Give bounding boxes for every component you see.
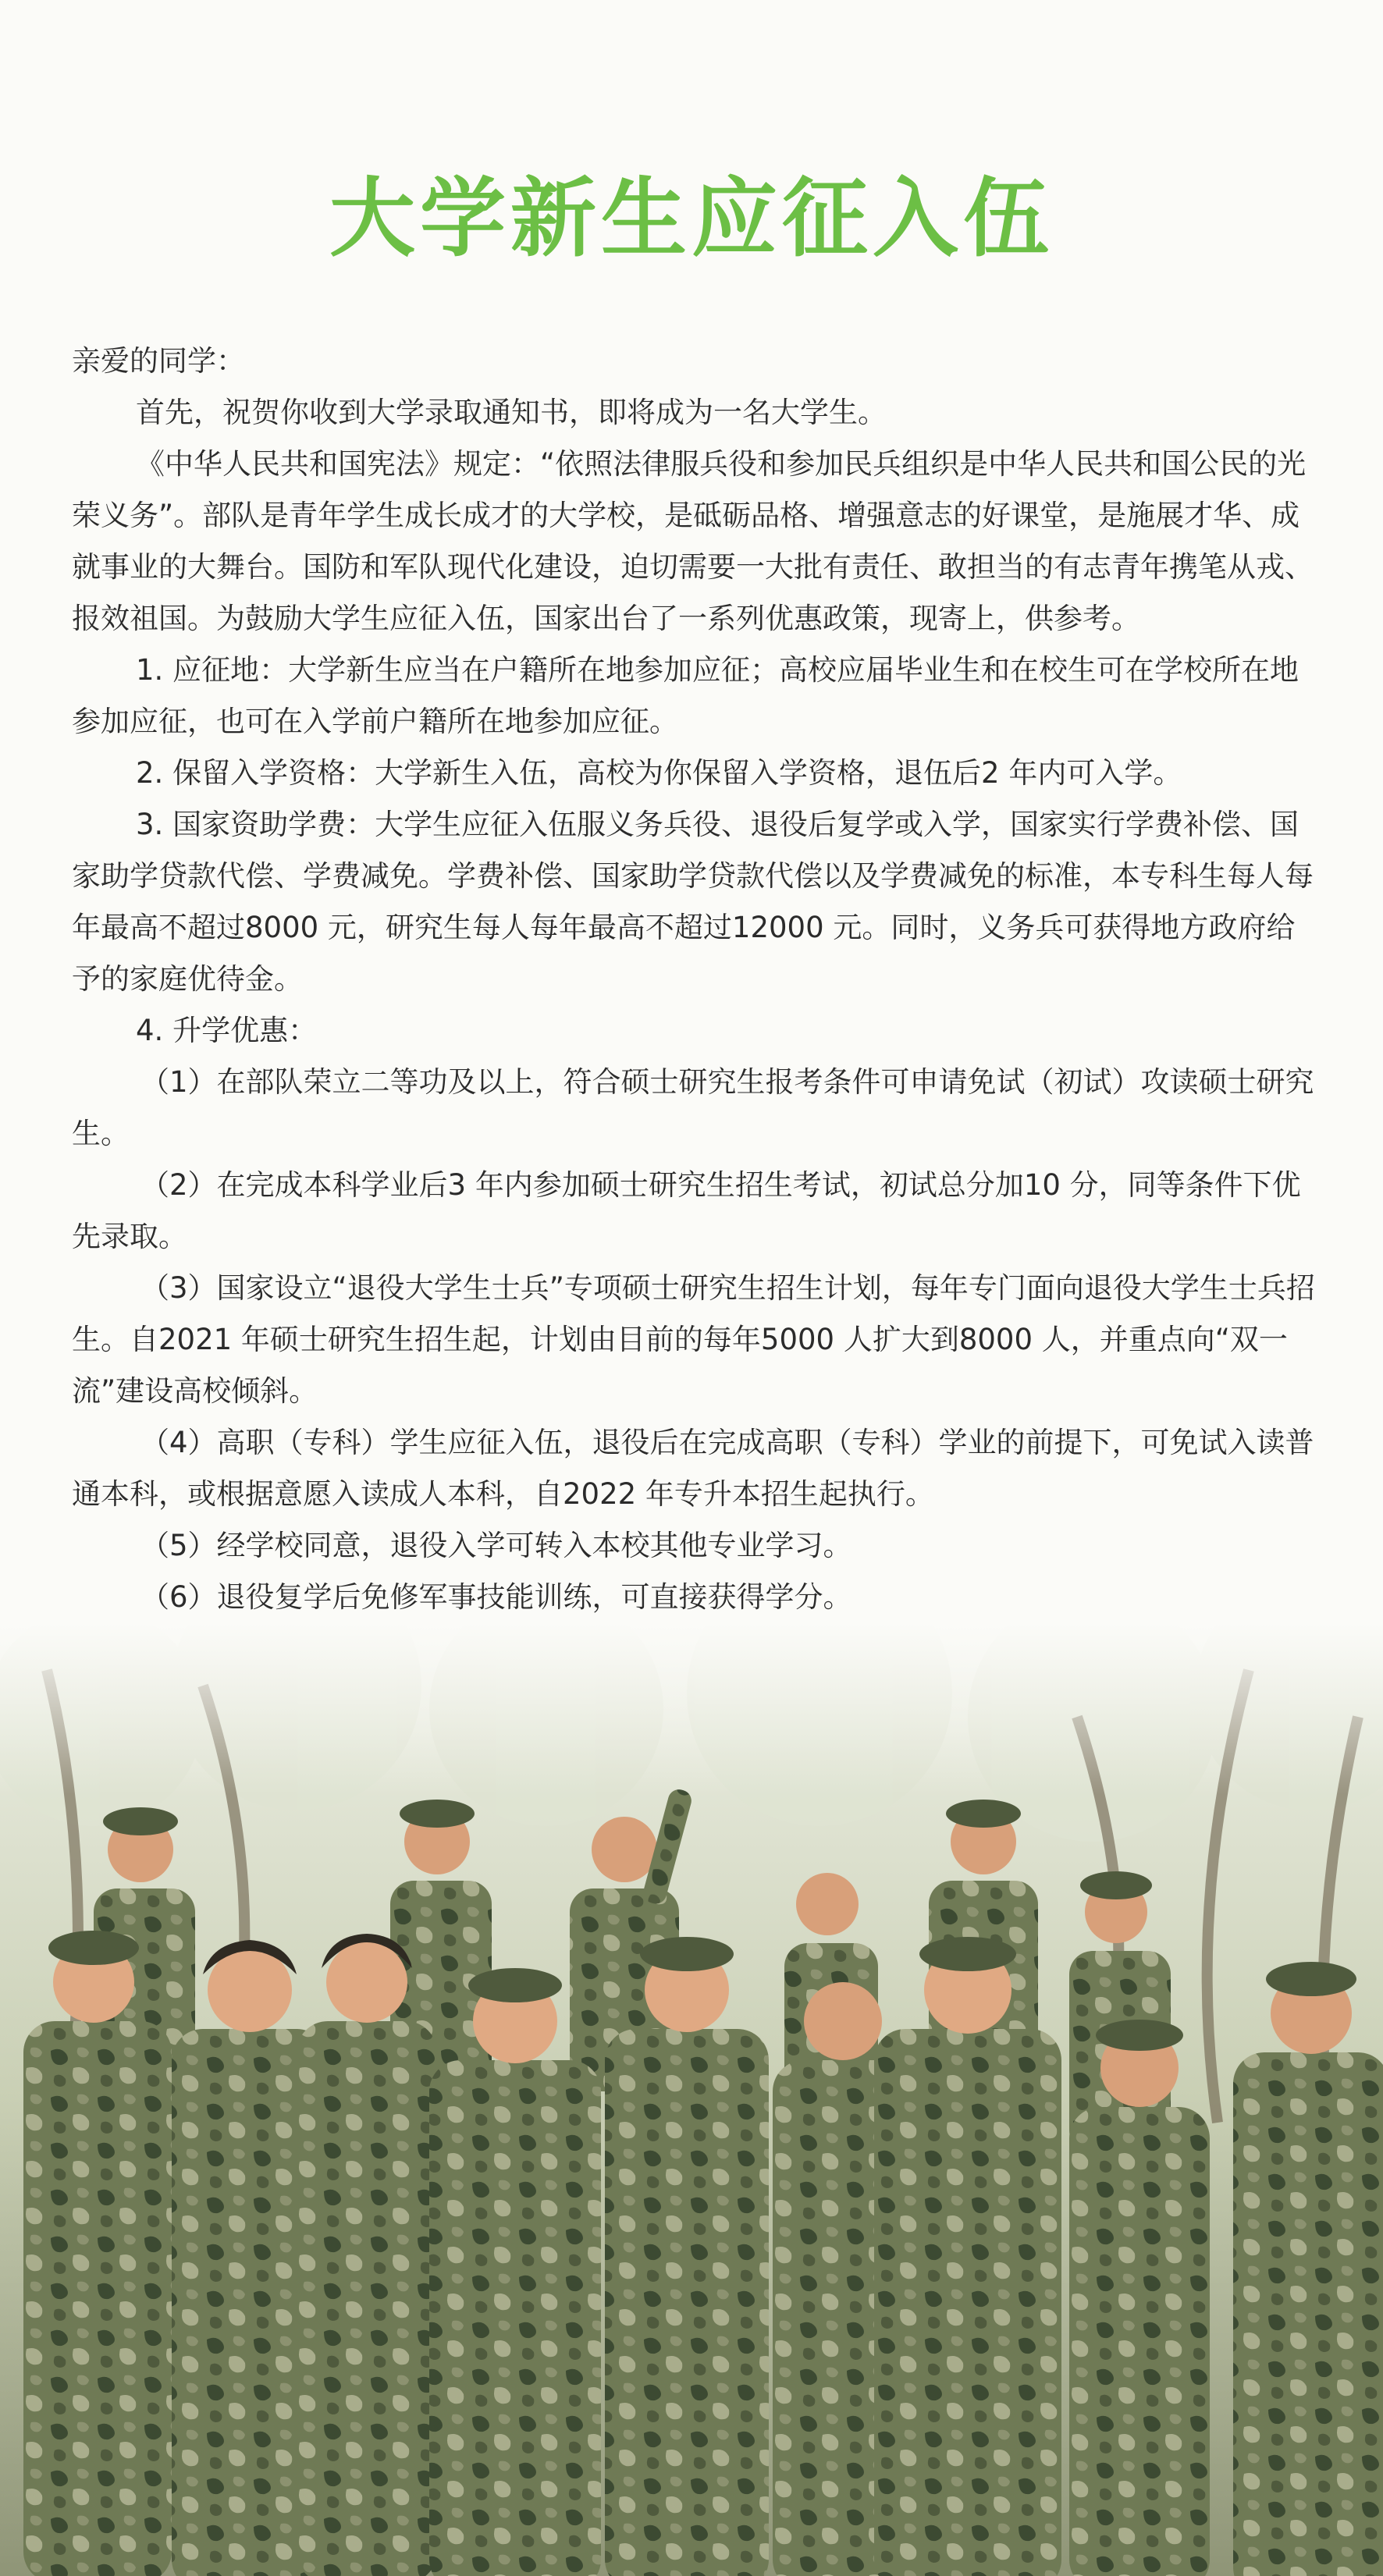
paragraph-intro: 《中华人民共和国宪法》规定：“依照法律服兵役和参加民兵组织是中华人民共和国公民的光荣义务”。部队是青年学生成长成才的大学校，是砥砺品格、增强意志的好课堂，是施展才华、成就事业的大舞台。国防和军队现代化建设，迫切需要一大批有责任、敢担当的有志青年携笔从戎、报效祖国。为鼓励大学生应征入伍，国家出台了一系列优惠政策，现寄上，供参考。 <box>72 447 1314 635</box>
sub-item-5: （5）经学校同意，退役入学可转入本校其他专业学习。 <box>140 1529 852 1562</box>
item-further-study: 4. 升学优惠： <box>136 1014 318 1047</box>
soldiers-photo <box>0 1623 1383 2576</box>
sub-item-4: （4）高职（专科）学生应征入伍，退役后在完成高职（专科）学业的前提下，可免试入读普通本科，或根据意愿入读成人本科，自2022 年专升本招生起执行。 <box>72 1426 1314 1511</box>
sub-item-1: （1）在部队荣立二等功及以上，符合硕士研究生报考条件可申请免试（初试）攻读硕士研究生。 <box>72 1065 1314 1150</box>
sub-item-3: （3）国家设立“退役大学生士兵”专项硕士研究生招生计划，每年专门面向退役大学生士兵招生。自2021 年硕士研究生招生起，计划由目前的每年5000 人扩大到8000 人，并重点向“双一流”建设高校倾斜。 <box>72 1271 1315 1408</box>
sub-item-2: （2）在完成本科学业后3 年内参加硕士研究生招生考试，初试总分加10 分，同等条件下优先录取。 <box>72 1168 1301 1253</box>
greeting: 亲爱的同学： <box>72 344 245 378</box>
page-title: 大学新生应征入伍 <box>329 169 1054 268</box>
item-tuition-aid: 3. 国家资助学费：大学生应征入伍服义务兵役、退役后复学或入学，国家实行学费补偿、国家助学贷款代偿、学费减免。学费补偿、国家助学贷款代偿以及学费减免的标准，本专科生每人每年最高不超过8000 元，研究生每人每年最高不超过12000 元。同时，义务兵可获得地方政府给予的家庭优待金。 <box>72 808 1314 996</box>
item-enlistment-location: 1. 应征地：大学新生应当在户籍所在地参加应征；高校应届毕业生和在校生可在学校所在地参加应征，也可在入学前户籍所在地参加应征。 <box>72 653 1299 738</box>
sub-item-6: （6）退役复学后免修军事技能训练，可直接获得学分。 <box>140 1580 852 1614</box>
item-enrollment-retention: 2. 保留入学资格：大学新生入伍，高校为你保留入学资格，退伍后2 年内可入学。 <box>136 756 1182 790</box>
paragraph-congrats: 首先，祝贺你收到大学录取通知书，即将成为一名大学生。 <box>136 396 887 429</box>
letter-body <box>72 336 1321 1623</box>
soldiers-illustration <box>0 1623 1383 2576</box>
photo-fade <box>0 1623 1383 2576</box>
